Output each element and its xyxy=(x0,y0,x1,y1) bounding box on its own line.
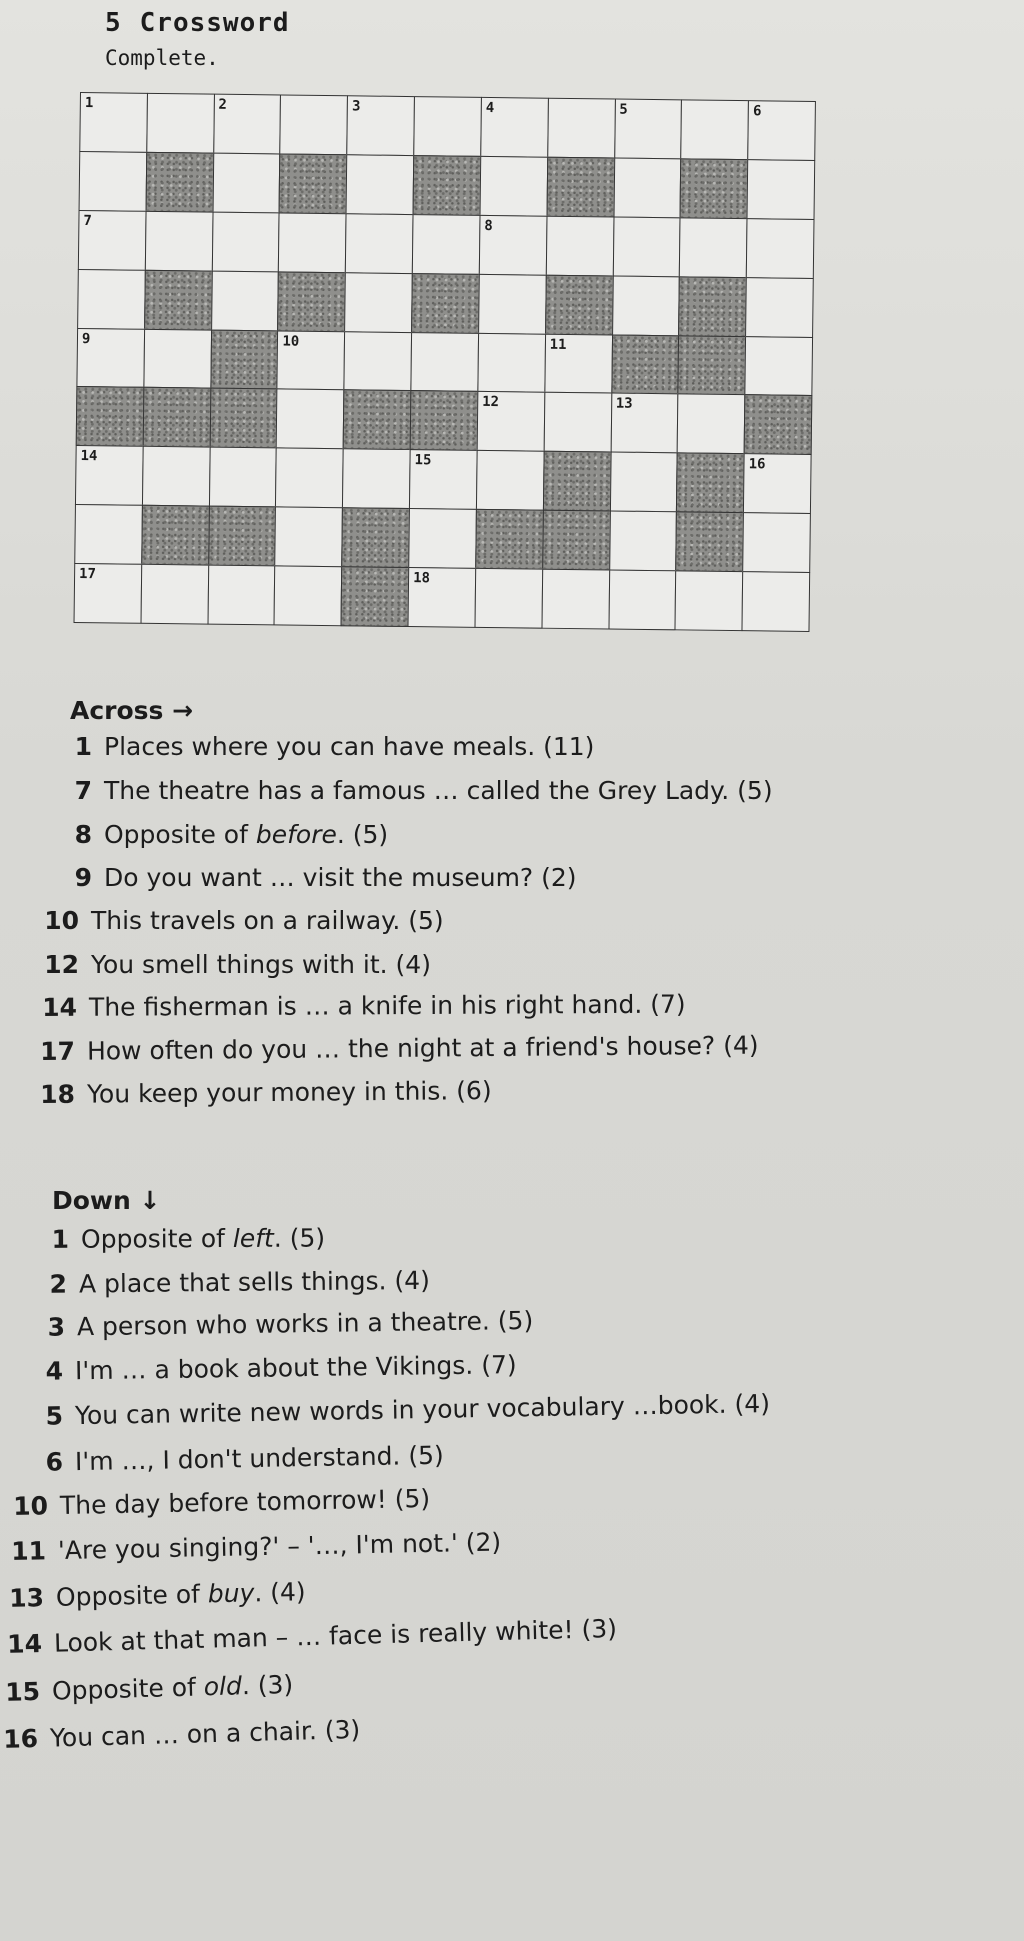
clue-emphasis: old xyxy=(203,1671,243,1702)
clue-text: You keep your money in this. (6) xyxy=(86,1076,492,1109)
grid-cell[interactable] xyxy=(675,570,744,631)
down-clue xyxy=(10,1484,431,1521)
grid-cell[interactable] xyxy=(743,453,812,514)
clue-text: You can write new words in your vocabulary …book. (4) xyxy=(74,1388,771,1431)
grid-cell[interactable] xyxy=(544,333,613,394)
grid-cell[interactable] xyxy=(212,153,281,214)
clue-text: I'm … a book about the Vikings. (7) xyxy=(74,1350,517,1386)
grid-cell[interactable] xyxy=(143,328,212,389)
grid-cell-blocked xyxy=(744,395,813,456)
grid-cell[interactable] xyxy=(345,213,414,274)
clue-number: 9 xyxy=(74,863,92,892)
grid-cell-blocked xyxy=(676,453,745,514)
grid-clue-number: 8 xyxy=(484,217,493,234)
clue-text: Opposite of xyxy=(80,1223,233,1254)
clue-number: 18 xyxy=(40,1079,76,1109)
clue-text: A person who works in a theatre. (5) xyxy=(76,1305,534,1342)
grid-cell-blocked xyxy=(676,512,745,573)
grid-cell-blocked xyxy=(145,152,214,213)
clue-text: Do you want … visit the museum? (2) xyxy=(104,863,577,892)
grid-cell[interactable] xyxy=(145,211,214,272)
clue-text: Opposite of xyxy=(55,1579,209,1612)
grid-cell[interactable] xyxy=(142,446,211,507)
grid-clue-number: 3 xyxy=(352,98,361,115)
grid-cell[interactable] xyxy=(609,511,678,572)
grid-cell-blocked xyxy=(209,388,278,449)
grid-cell[interactable] xyxy=(474,568,543,629)
down-clue xyxy=(6,1577,306,1613)
grid-cell[interactable] xyxy=(146,93,215,154)
clue-text: 'Are you singing?' – '…, I'm not.' (2) xyxy=(57,1527,502,1566)
grid-cell[interactable] xyxy=(408,508,477,569)
exercise-title-text: Crossword xyxy=(139,8,290,38)
grid-cell[interactable] xyxy=(612,216,681,277)
grid-cell[interactable] xyxy=(613,157,682,218)
grid-cell[interactable] xyxy=(77,269,146,330)
grid-cell[interactable] xyxy=(74,504,143,565)
clue-number: 8 xyxy=(74,820,92,849)
grid-cell[interactable] xyxy=(78,210,147,271)
grid-cell-blocked xyxy=(343,390,412,451)
grid-cell[interactable] xyxy=(477,391,546,452)
down-clue xyxy=(29,1266,430,1299)
clue-text: You smell things with it. (4) xyxy=(91,950,431,979)
clue-text: Opposite of xyxy=(104,820,256,849)
grid-cell[interactable] xyxy=(277,330,346,391)
clue-text: You can … on a chair. (3) xyxy=(49,1714,361,1753)
across-heading: Across → xyxy=(70,696,194,725)
clue-number: 10 xyxy=(44,906,79,935)
grid-cell[interactable] xyxy=(413,96,482,157)
down-clue xyxy=(31,1223,325,1254)
grid-clue-number: 9 xyxy=(81,330,91,347)
down-clue xyxy=(25,1389,770,1431)
grid-cell[interactable] xyxy=(479,215,548,276)
down-clue xyxy=(8,1528,502,1566)
across-clue xyxy=(37,1076,492,1109)
grid-cell[interactable] xyxy=(207,565,276,626)
clue-text: . (3) xyxy=(241,1669,294,1701)
grid-cell-blocked xyxy=(543,451,612,512)
grid-clue-number: 10 xyxy=(282,333,300,350)
grid-cell-blocked xyxy=(76,386,145,447)
clue-number: 3 xyxy=(47,1312,66,1342)
grid-cell[interactable] xyxy=(274,566,343,627)
clue-number: 10 xyxy=(12,1491,49,1521)
grid-cell-blocked xyxy=(341,566,410,627)
clue-emphasis: left xyxy=(232,1223,274,1253)
grid-cell[interactable] xyxy=(209,447,278,508)
clue-number: 14 xyxy=(42,992,78,1022)
clue-number: 1 xyxy=(74,732,92,761)
grid-cell[interactable] xyxy=(612,275,681,336)
crossword-grid xyxy=(74,92,815,631)
clue-number: 14 xyxy=(6,1629,43,1659)
grid-cell-blocked xyxy=(142,387,211,448)
clue-text: I'm …, I don't understand. (5) xyxy=(74,1440,444,1477)
grid-cell[interactable] xyxy=(412,214,481,275)
grid-cell[interactable] xyxy=(276,389,345,450)
grid-cell[interactable] xyxy=(278,212,347,273)
grid-clue-number: 14 xyxy=(80,448,98,465)
grid-cell[interactable] xyxy=(409,449,478,510)
grid-clue-number: 12 xyxy=(482,394,500,411)
clue-text: Places where you can have meals. (11) xyxy=(104,732,595,761)
grid-cell-blocked xyxy=(678,335,747,396)
grid-cell-blocked xyxy=(410,390,479,451)
clue-text: A place that sells things. (4) xyxy=(78,1265,431,1299)
grid-cell-blocked xyxy=(144,269,213,330)
grid-cell[interactable] xyxy=(76,328,145,389)
grid-cell-blocked xyxy=(141,505,210,566)
clue-number: 12 xyxy=(44,950,79,979)
across-clue xyxy=(54,776,773,805)
grid-cell[interactable] xyxy=(79,92,148,153)
grid-clue-number: 4 xyxy=(485,99,495,117)
down-clue xyxy=(25,1441,444,1477)
down-clue xyxy=(27,1306,534,1342)
grid-cell-blocked xyxy=(678,276,747,337)
clue-text: . (4) xyxy=(253,1577,306,1608)
clue-text: . (5) xyxy=(336,820,389,849)
clue-number: 4 xyxy=(45,1356,64,1386)
grid-clue-number: 1 xyxy=(84,95,94,112)
grid-cell[interactable] xyxy=(547,98,616,159)
grid-cell-blocked xyxy=(278,271,347,332)
grid-cell[interactable] xyxy=(344,331,413,392)
clue-number: 13 xyxy=(8,1583,45,1613)
clue-number: 11 xyxy=(10,1536,47,1566)
clue-text: . (5) xyxy=(273,1223,326,1253)
grid-cell[interactable] xyxy=(275,507,344,568)
grid-cell-blocked xyxy=(680,158,749,219)
grid-clue-number: 18 xyxy=(413,570,431,587)
grid-cell[interactable] xyxy=(479,156,548,217)
grid-cell[interactable] xyxy=(211,270,280,331)
clue-number: 16 xyxy=(2,1723,39,1754)
grid-cell[interactable] xyxy=(75,445,144,506)
down-clue xyxy=(2,1670,294,1707)
grid-cell[interactable] xyxy=(347,95,416,156)
grid-cell[interactable] xyxy=(742,512,811,573)
across-clue xyxy=(37,1031,759,1066)
across-clue xyxy=(41,950,431,979)
grid-cell-blocked xyxy=(542,510,611,571)
clue-text: Look at that man – … face is really white! (3) xyxy=(53,1613,618,1658)
grid-cell[interactable] xyxy=(742,571,811,632)
clue-number: 2 xyxy=(49,1269,68,1299)
clue-number: 17 xyxy=(40,1036,76,1066)
exercise-title xyxy=(105,8,290,38)
clue-text: The day before tomorrow! (5) xyxy=(59,1483,431,1521)
grid-cell-blocked xyxy=(279,153,348,214)
grid-cell-blocked xyxy=(475,509,544,570)
grid-cell-blocked xyxy=(341,507,410,568)
grid-cell[interactable] xyxy=(747,159,816,220)
grid-cell[interactable] xyxy=(213,94,282,155)
grid-clue-number: 15 xyxy=(414,452,432,469)
grid-cell[interactable] xyxy=(346,154,415,215)
down-clue xyxy=(4,1614,618,1659)
across-clue xyxy=(39,990,686,1022)
grid-cell[interactable] xyxy=(679,217,748,278)
grid-cell[interactable] xyxy=(410,332,479,393)
grid-cell[interactable] xyxy=(275,448,344,509)
grid-clue-number: 5 xyxy=(619,101,628,118)
across-clue xyxy=(41,906,444,935)
clue-text: Opposite of xyxy=(51,1672,205,1706)
grid-cell[interactable] xyxy=(476,450,545,511)
grid-cell-blocked xyxy=(413,155,482,216)
grid-clue-number: 17 xyxy=(79,566,97,583)
grid-cell[interactable] xyxy=(344,272,413,333)
grid-cell[interactable] xyxy=(681,99,750,160)
grid-cell-blocked xyxy=(545,274,614,335)
grid-cell[interactable] xyxy=(477,332,546,393)
grid-cell[interactable] xyxy=(543,392,612,453)
grid-cell[interactable] xyxy=(541,569,610,630)
clue-number: 7 xyxy=(74,776,92,805)
grid-cell[interactable] xyxy=(280,94,349,155)
grid-cell[interactable] xyxy=(747,100,816,161)
clue-number: 6 xyxy=(45,1447,64,1477)
clue-text: The fisherman is … a knife in his right hand. (7) xyxy=(88,989,686,1022)
grid-cell[interactable] xyxy=(677,394,746,455)
grid-cell[interactable] xyxy=(745,336,814,397)
grid-clue-number: 11 xyxy=(549,336,567,353)
grid-cell[interactable] xyxy=(610,393,679,454)
grid-clue-number: 13 xyxy=(615,396,633,413)
exercise-number: 5 xyxy=(105,8,122,38)
grid-cell[interactable] xyxy=(480,97,549,158)
grid-cell[interactable] xyxy=(408,567,477,628)
clue-number: 5 xyxy=(45,1401,64,1431)
down-clue xyxy=(25,1350,517,1386)
grid-clue-number: 6 xyxy=(752,103,762,120)
grid-clue-number: 2 xyxy=(218,96,228,113)
clue-number: 1 xyxy=(51,1224,70,1254)
grid-cell[interactable] xyxy=(745,277,814,338)
across-clue xyxy=(54,732,594,761)
down-clue xyxy=(0,1715,361,1754)
grid-cell[interactable] xyxy=(79,151,148,212)
clue-text: This travels on a railway. (5) xyxy=(91,906,444,935)
clue-number: 15 xyxy=(4,1676,41,1707)
grid-cell-blocked xyxy=(411,273,480,334)
grid-cell[interactable] xyxy=(609,452,678,513)
grid-cell-blocked xyxy=(208,506,277,567)
grid-cell[interactable] xyxy=(342,449,411,510)
grid-cell[interactable] xyxy=(546,215,615,276)
grid-clue-number: 7 xyxy=(83,212,92,229)
grid-cell[interactable] xyxy=(140,564,209,625)
grid-cell[interactable] xyxy=(211,211,280,272)
across-clue xyxy=(54,820,388,849)
grid-cell-blocked xyxy=(210,329,279,390)
grid-cell-blocked xyxy=(546,157,615,218)
grid-cell[interactable] xyxy=(478,274,547,335)
grid-cell[interactable] xyxy=(608,570,677,631)
clue-emphasis: buy xyxy=(207,1578,255,1609)
grid-clue-number: 16 xyxy=(748,456,766,473)
down-heading: Down ↓ xyxy=(52,1186,161,1215)
clue-text: How often do you … the night at a friend's house? (4) xyxy=(86,1030,759,1066)
clue-emphasis: before xyxy=(255,820,337,849)
grid-cell[interactable] xyxy=(614,99,683,160)
grid-cell[interactable] xyxy=(746,218,815,279)
exercise-instruction: Complete. xyxy=(105,46,219,70)
grid-cell-blocked xyxy=(611,334,680,395)
across-clue xyxy=(54,863,577,892)
clue-text: The theatre has a famous … called the Grey Lady. (5) xyxy=(104,776,773,805)
grid-cell[interactable] xyxy=(74,563,143,624)
